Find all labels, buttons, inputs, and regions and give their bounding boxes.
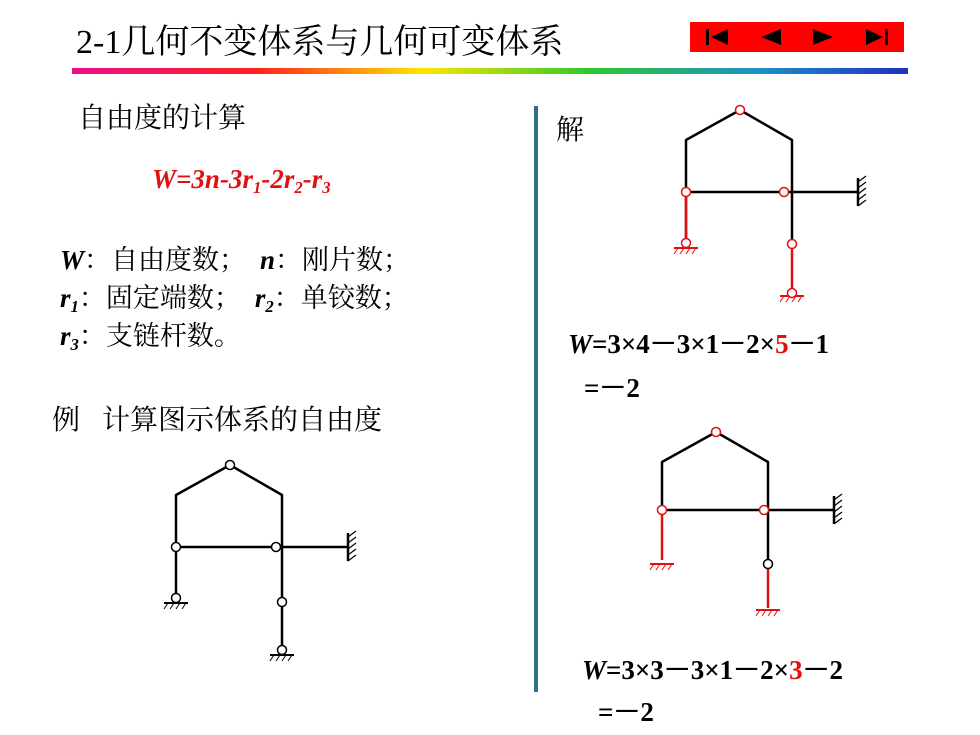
section-heading: 自由度的计算 — [78, 101, 247, 134]
solution-diagram-1 — [660, 100, 880, 310]
next-page-icon — [809, 27, 839, 47]
solution-label: 解 — [556, 113, 585, 146]
example-structure-diagram — [150, 455, 370, 665]
example-prompt: 例 计算图示体系的自由度 — [52, 403, 383, 436]
dof-formula: $W=3n-3r_1-2r_2-r_3$ — [152, 164, 331, 198]
next-page-button[interactable] — [804, 25, 844, 49]
result-2-line-1: W=3×3－3×1－2×3－2 — [582, 655, 844, 685]
solution-diagram-2 — [636, 422, 856, 632]
definition-line-3: $r_3$：支链杆数。 — [60, 321, 241, 355]
result-2-line-2: =－2 — [598, 697, 654, 727]
prev-page-button[interactable] — [750, 25, 790, 49]
result-1-line-1: W=3×4－3×1－2×5－1 — [568, 329, 830, 359]
frame-members — [176, 465, 282, 653]
prev-page-icon — [755, 27, 785, 47]
column-divider — [534, 106, 538, 692]
first-page-button[interactable] — [697, 25, 737, 49]
hinges — [172, 461, 287, 655]
page-title — [76, 20, 563, 65]
title-gradient-rule — [72, 68, 908, 74]
result-1-line-2: =－2 — [584, 373, 640, 403]
definition-line-2: $r_1$：固定端数； $r_2$：单铰数； — [60, 283, 409, 317]
last-page-button[interactable] — [857, 25, 897, 49]
left-pin-support — [164, 603, 188, 609]
slide-navigation-bar — [690, 22, 904, 52]
right-pin-support — [270, 655, 294, 661]
first-page-icon — [702, 27, 732, 47]
title-number: 2-1 — [76, 24, 122, 61]
last-page-icon — [862, 27, 892, 47]
definition-line-1: W：自由度数； n：刚片数； — [60, 245, 411, 276]
title-text: 几何不变体系与几何可变体系 — [121, 22, 564, 62]
